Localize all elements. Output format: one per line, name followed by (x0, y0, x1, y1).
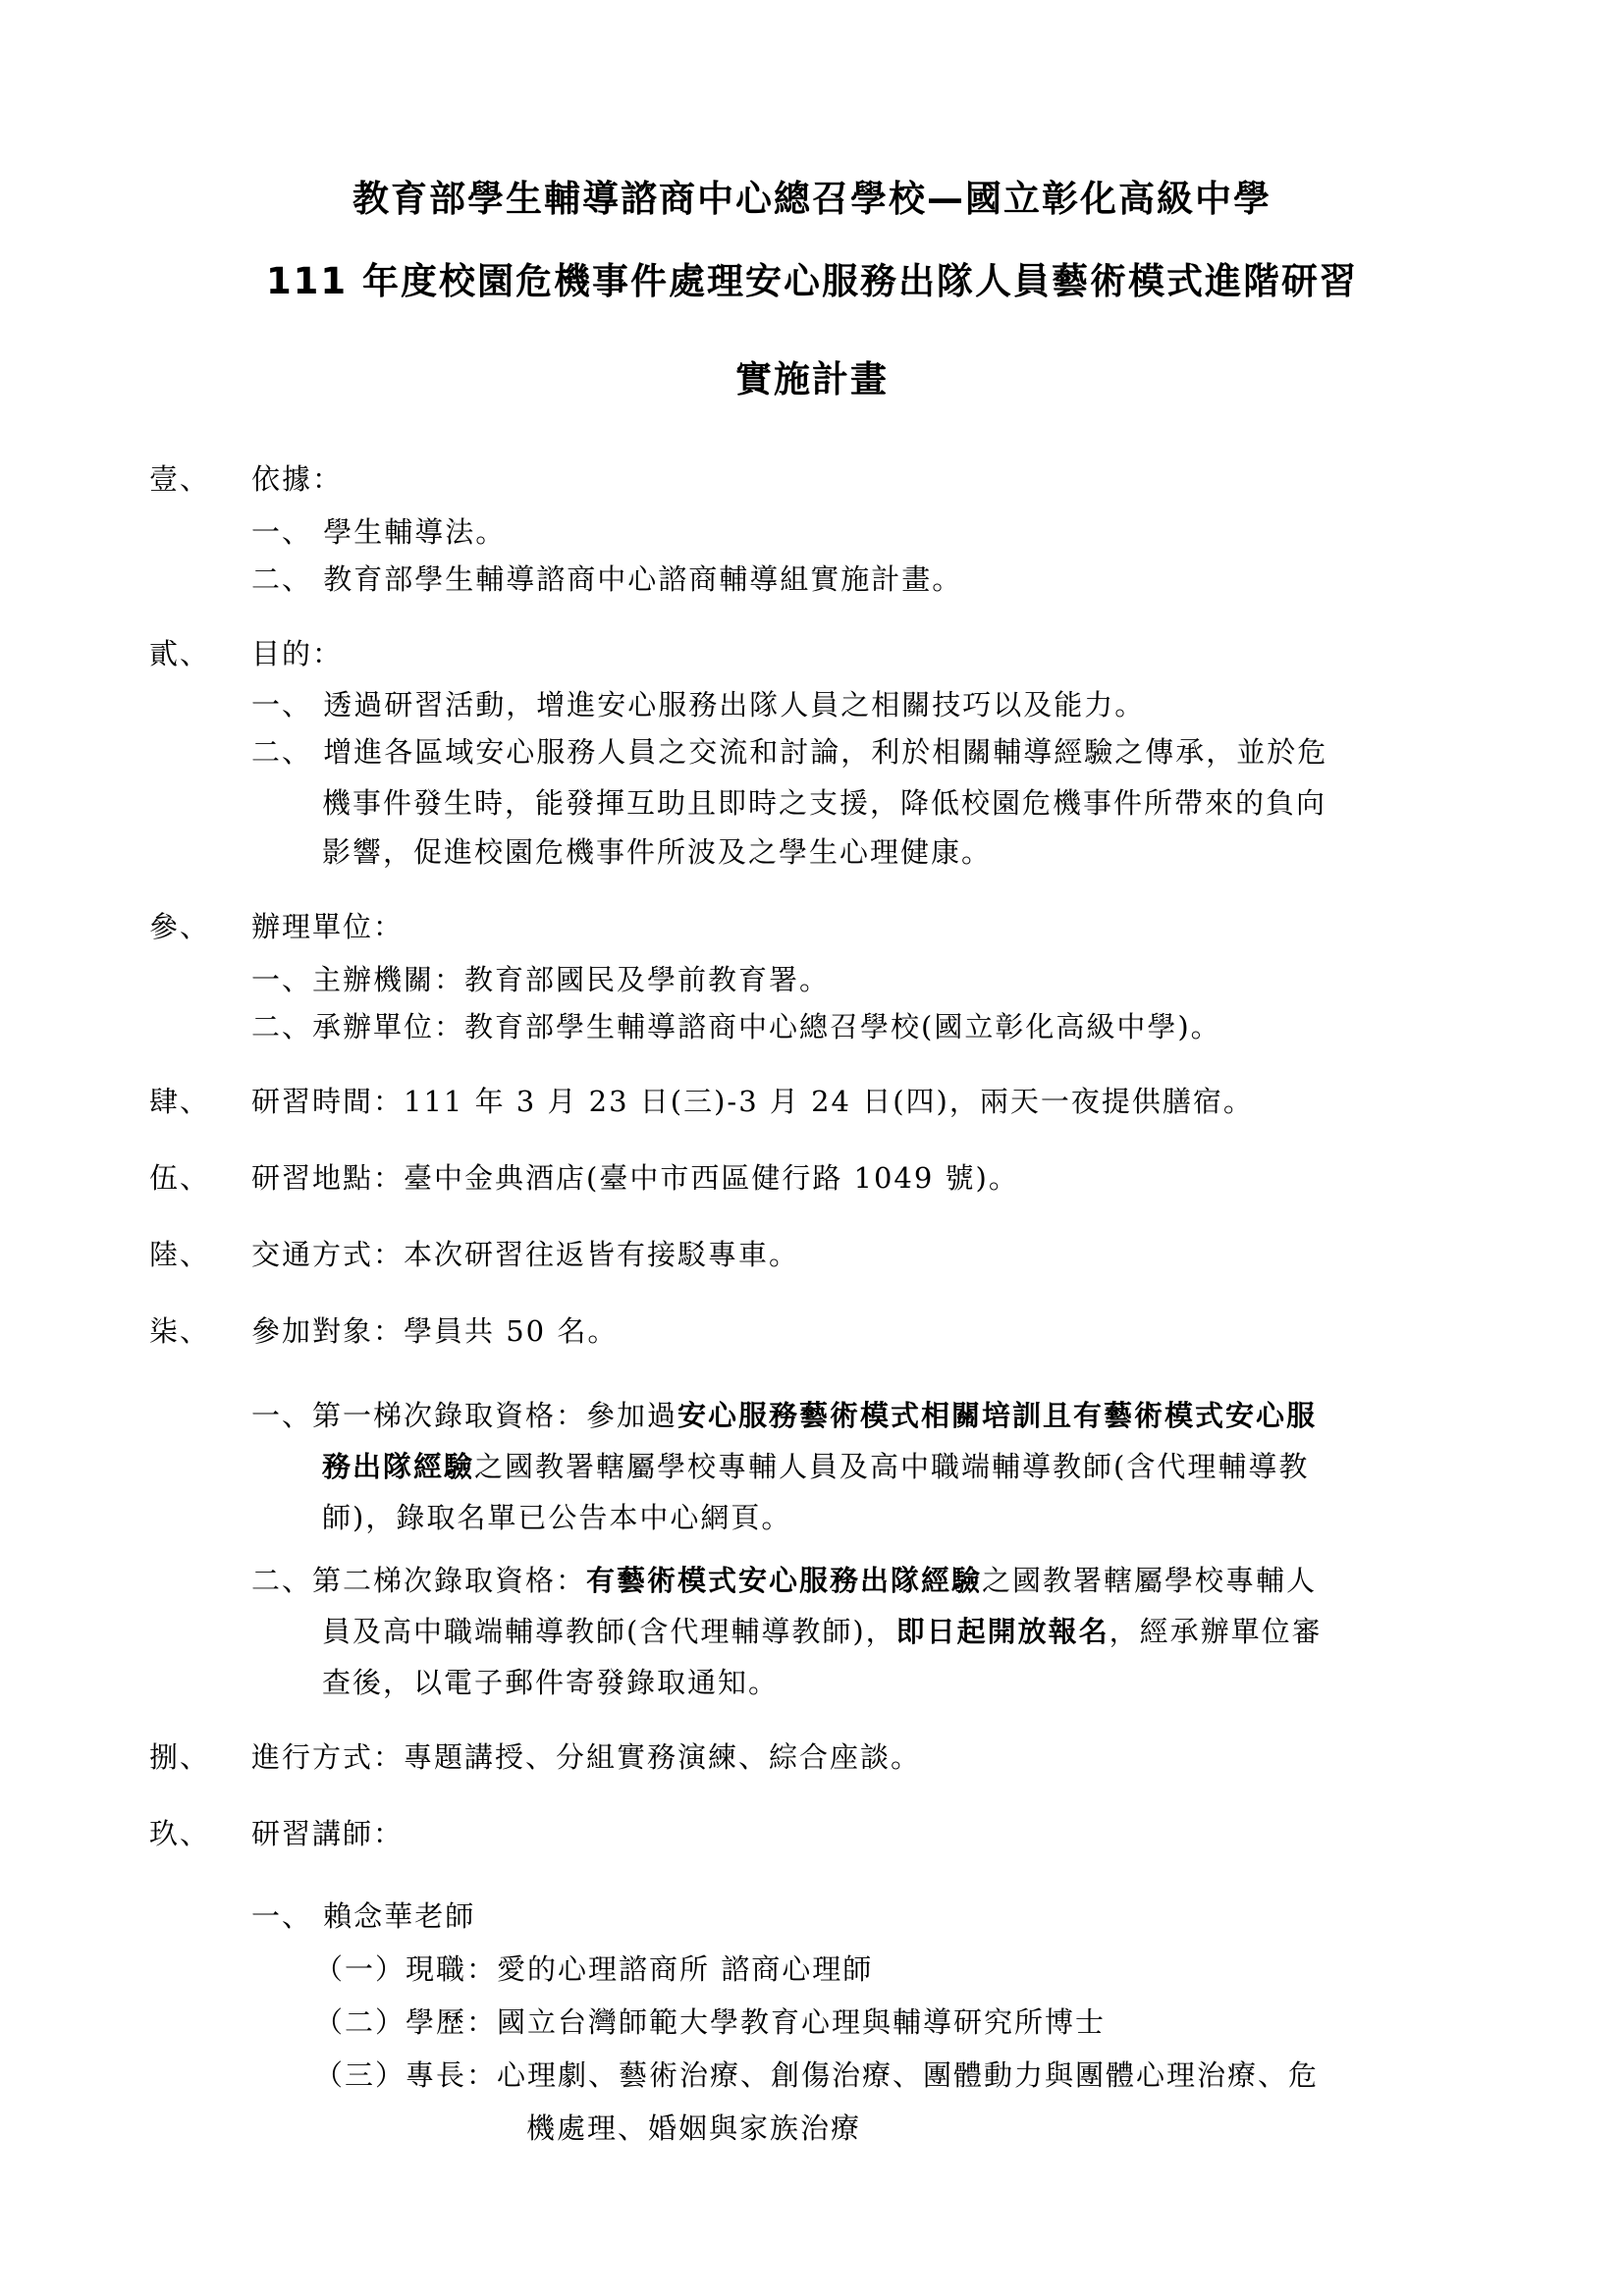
section-9-label: 研習講師： (251, 1817, 405, 1850)
section-3-item-1: 一、主辦機關：教育部國民及學前教育署。 (251, 963, 831, 996)
tier-1-prefix: 一、第一梯次錄取資格：參加過 (251, 1399, 678, 1432)
title-line-1: 教育部學生輔導諮商中心總召學校—國立彰化高級中學 (352, 178, 1272, 220)
section-2-item-2-cont-1: 機事件發生時，能發揮互助且即時之支援，降低校園危機事件所帶來的負向 (322, 786, 1327, 820)
section-4-number: 肆、 (149, 1085, 211, 1118)
section-2-label: 目的： (251, 637, 344, 670)
section-8-number: 捌、 (149, 1740, 211, 1774)
title-line-2: 111 年度校園危機事件處理安心服務出隊人員藝術模式進階研習 (265, 260, 1359, 302)
tier-2-line-1 (251, 1559, 1317, 1599)
tier-1-line-3: 師)，錄取名單已公告本中心網頁。 (322, 1501, 792, 1534)
section-1-item-2: 二、 教育部學生輔導諮商中心諮商輔導組實施計畫。 (251, 562, 963, 596)
tier-1-bold-2: 務出隊經驗 (322, 1450, 475, 1483)
section-1-item-1: 一、 學生輔導法。 (251, 515, 507, 549)
section-3-label: 辦理單位： (251, 910, 405, 943)
tier-2-line-2b: ，經承辦單位審 (1109, 1615, 1323, 1648)
tier-1-line-2 (322, 1445, 1309, 1485)
tier-1-line-1 (251, 1394, 1317, 1434)
section-2-item-1: 一、 透過研習活動，增進安心服務出隊人員之相關技巧以及能力。 (251, 688, 1146, 721)
tier-2-bold-1: 有藝術模式安心服務出隊經驗 (586, 1564, 983, 1597)
lecturer-expertise-cont: 機處理、婚姻與家族治療 (526, 2111, 862, 2145)
section-3-item-2: 二、承辦單位：教育部學生輔導諮商中心總召學校(國立彰化高級中學)。 (251, 1010, 1221, 1043)
tier-1-rest: 之國教署轄屬學校專輔人員及高中職端輔導教師(含代理輔導教 (474, 1450, 1310, 1483)
section-1-label: 依據： (251, 462, 344, 496)
tier-2-rest: 之國教署轄屬學校專輔人 (982, 1564, 1318, 1597)
lecturer-education: （二）學歷：國立台灣師範大學教育心理與輔導研究所博士 (314, 2005, 1107, 2039)
lecturer-expertise: （三）專長：心理劇、藝術治療、創傷治療、團體動力與團體心理治療、危 (314, 2058, 1320, 2092)
section-2-number: 貳、 (149, 637, 211, 670)
section-5-text: 研習地點：臺中金典酒店(臺中市西區健行路 1049 號)。 (251, 1161, 1019, 1195)
section-5-number: 伍、 (149, 1161, 211, 1195)
section-7-text: 參加對象：學員共 50 名。 (251, 1314, 619, 1348)
tier-1-bold-1: 安心服務藝術模式相關培訓且有藝術模式安心服 (677, 1399, 1318, 1432)
section-9-number: 玖、 (149, 1817, 211, 1850)
section-4-text: 研習時間：111 年 3 月 23 日(三)-3 月 24 日(四)，兩天一夜提供膳宿。 (251, 1085, 1254, 1118)
section-8-text: 進行方式：專題講授、分組實務演練、綜合座談。 (251, 1740, 922, 1774)
tier-2-prefix: 二、第二梯次錄取資格： (251, 1564, 587, 1597)
section-6-text: 交通方式：本次研習往返皆有接駁專車。 (251, 1238, 800, 1271)
tier-2-bold-2: 即日起開放報名 (895, 1615, 1110, 1648)
lecturer-name: 一、 賴念華老師 (251, 1899, 476, 1933)
tier-2-line-3: 查後，以電子郵件寄發錄取通知。 (322, 1666, 780, 1699)
section-3-number: 參、 (149, 910, 211, 943)
section-2-item-2-cont-2: 影響，促進校園危機事件所波及之學生心理健康。 (322, 835, 993, 869)
section-6-number: 陸、 (149, 1238, 211, 1271)
section-7-number: 柒、 (149, 1314, 211, 1348)
lecturer-current-position: （一）現職：愛的心理諮商所 諮商心理師 (314, 1952, 874, 1986)
tier-2-line-2 (322, 1610, 1323, 1650)
section-1-number: 壹、 (149, 462, 211, 496)
title-line-3: 實施計畫 (735, 358, 889, 400)
tier-2-line-2a: 員及高中職端輔導教師(含代理輔導教師)， (322, 1615, 896, 1648)
section-2-item-2: 二、 增進各區域安心服務人員之交流和討論，利於相關輔導經驗之傳承，並於危 (251, 735, 1328, 769)
